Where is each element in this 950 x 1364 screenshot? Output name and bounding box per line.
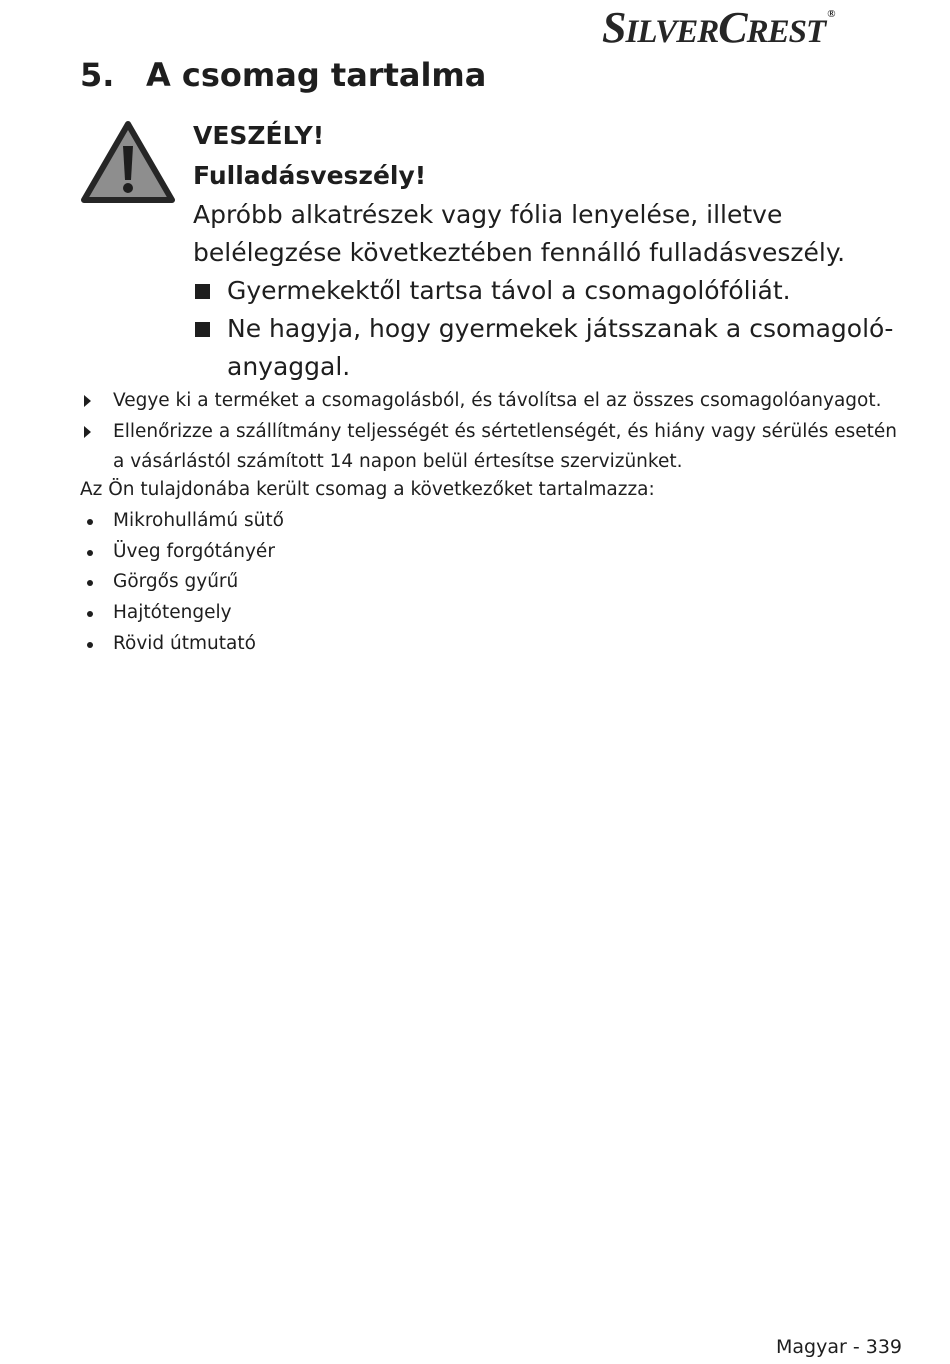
list-item: Mikrohullámú sütő <box>80 506 284 537</box>
warning-list <box>193 272 903 386</box>
bullet-dot-icon <box>87 642 93 648</box>
bullet-dot-icon <box>87 611 93 617</box>
warning-block <box>193 116 903 386</box>
instruction-list <box>80 386 900 478</box>
list-item: Hajtótengely <box>80 598 284 629</box>
instruction-item: Ellenőrizze a szállítmány teljességét és sértetlenségét, és hiány vagy sérülés esetén a vásárlástól számított 14 napon belül értesítse szervizünket. <box>80 417 900 478</box>
bullet-dot-icon <box>87 550 93 556</box>
instruction-item: Vegye ki a terméket a csomagolásból, és távolítsa el az összes csomagolóanyagot. <box>80 386 900 417</box>
section-title: A csomag tartalma <box>146 56 487 94</box>
warning-item: Gyermekektől tartsa távol a csomagolófóliát. <box>193 272 903 310</box>
section-heading <box>80 56 486 94</box>
page-footer: Magyar - 339 <box>776 1336 902 1358</box>
warning-item: Ne hagyja, hogy gyermekek játsszanak a csomagolóanyaggal. <box>193 310 903 386</box>
triangle-bullet-icon <box>84 426 91 438</box>
square-bullet-icon <box>195 284 210 299</box>
warning-triangle-icon <box>80 120 176 204</box>
bullet-dot-icon <box>87 519 93 525</box>
section-number: 5. <box>80 56 115 94</box>
list-item: Görgős gyűrű <box>80 567 284 598</box>
warning-text: Apróbb alkatrészek vagy fólia lenyelése, illetve belélegzése következtében fennálló fulladásveszély. <box>193 200 846 267</box>
list-item: Üveg forgótányér <box>80 537 284 568</box>
list-item: Rövid útmutató <box>80 629 284 660</box>
warning-title: VESZÉLY! <box>193 121 325 150</box>
square-bullet-icon <box>195 322 210 337</box>
contents-list <box>80 506 284 660</box>
triangle-bullet-icon <box>84 395 91 407</box>
warning-subtitle: Fulladásveszély! <box>193 161 427 190</box>
bullet-dot-icon <box>87 580 93 586</box>
silvercrest-logo: SILVERCREST ® <box>602 3 835 52</box>
contents-intro: Az Ön tulajdonába került csomag a következőket tartalmazza: <box>80 479 655 500</box>
